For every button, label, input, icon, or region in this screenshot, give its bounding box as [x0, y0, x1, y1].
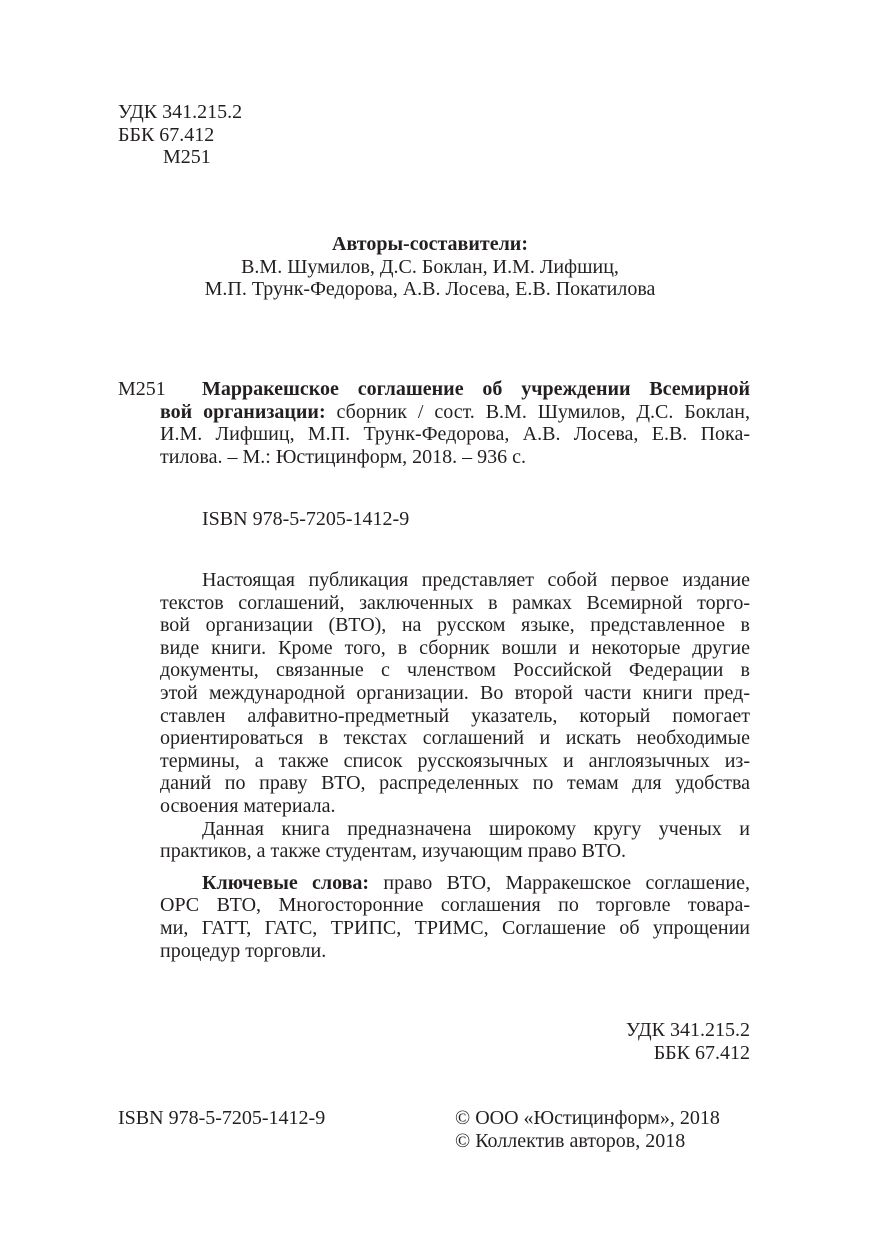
copyright-authors: © Коллектив авторов, 2018 — [455, 1129, 686, 1152]
abstract-line: даний по праву ВТО, распределенных по темам для удобства — [160, 772, 750, 795]
abstract-line: этой международной организации. Во второй части книги пред- — [160, 681, 750, 704]
abstract-line: вой организации (ВТО), на русском языке, представленное в — [160, 614, 750, 637]
keywords-line: ОРС ВТО, Многосторонние соглашения по торговле товара- — [160, 894, 750, 917]
record-line: И.М. Лифшиц, М.П. Трунк-Федорова, А.В. Лосева, Е.В. Пока- — [160, 423, 750, 446]
copyright-publisher: © ООО «Юстицинформ», 2018 — [455, 1107, 720, 1129]
isbn-record: ISBN 978-5-7205-1412-9 — [202, 508, 410, 530]
abstract-line: Настоящая публикация представляет собой первое издание — [202, 569, 750, 591]
udk-code: УДК 341.215.2 — [625, 1019, 750, 1041]
keywords-line: ми, ГАТТ, ГАТС, ТРИПС, ТРИМС, Соглашение об упрощении — [160, 916, 750, 939]
bibliographic-record — [160, 378, 750, 468]
top-classification-index — [118, 101, 242, 169]
keywords-line: Ключевые слова: право ВТО, Марракешское соглашение, — [202, 871, 750, 894]
compilers-heading: Авторы-составители: — [332, 233, 528, 255]
udk-code: УДК 341.215.2 — [118, 101, 243, 123]
abstract-line: освоения материала. — [160, 794, 336, 817]
compilers-line: В.М. Шумилов, Д.С. Боклан, И.М. Лифшиц, — [241, 255, 619, 278]
footer-isbn: ISBN 978-5-7205-1412-9 — [118, 1107, 326, 1129]
bottom-classification-index — [626, 1019, 750, 1064]
record-line: тилова. – М.: Юстицинформ, 2018. – 936 с. — [160, 445, 526, 468]
abstract-line: практиков, а также студентам, изучающим право ВТО. — [160, 840, 627, 863]
bbk-code: ББК 67.412 — [118, 123, 215, 146]
compilers-block — [140, 233, 720, 301]
abstract — [160, 569, 750, 962]
bbk-code: ББК 67.412 — [653, 1041, 750, 1064]
abstract-line: документы, связанные с членством Российской Федерации в — [160, 659, 750, 682]
abstract-line: Данная книга предназначена широкому кругу ученых и — [202, 817, 750, 840]
record-line: вой организации: сборник / сост. В.М. Шумилов, Д.С. Боклан, — [160, 400, 750, 423]
abstract-line: текстов соглашений, заключенных в рамках Всемирной торго- — [160, 591, 750, 614]
compilers-line: М.П. Трунк-Федорова, А.В. Лосева, Е.В. Покатилова — [204, 278, 656, 301]
keywords-line: процедур торговли. — [160, 939, 327, 962]
record-title-line: Марракешское соглашение об учреждении Всемирной — [202, 378, 750, 400]
abstract-line: виде книги. Кроме того, в сборник вошли и некоторые другие — [160, 636, 750, 659]
abstract-line: ставлен алфавитно-предметный указатель, который помогает — [160, 704, 750, 727]
author-mark: М251 — [163, 146, 211, 169]
bibliographic-mark: М251 — [118, 378, 166, 400]
copyright-block — [455, 1107, 720, 1152]
abstract-line: термины, а также список русскоязычных и англоязычных из- — [160, 749, 750, 772]
abstract-line: ориентироваться в текстах соглашений и искать необходимые — [160, 727, 750, 750]
